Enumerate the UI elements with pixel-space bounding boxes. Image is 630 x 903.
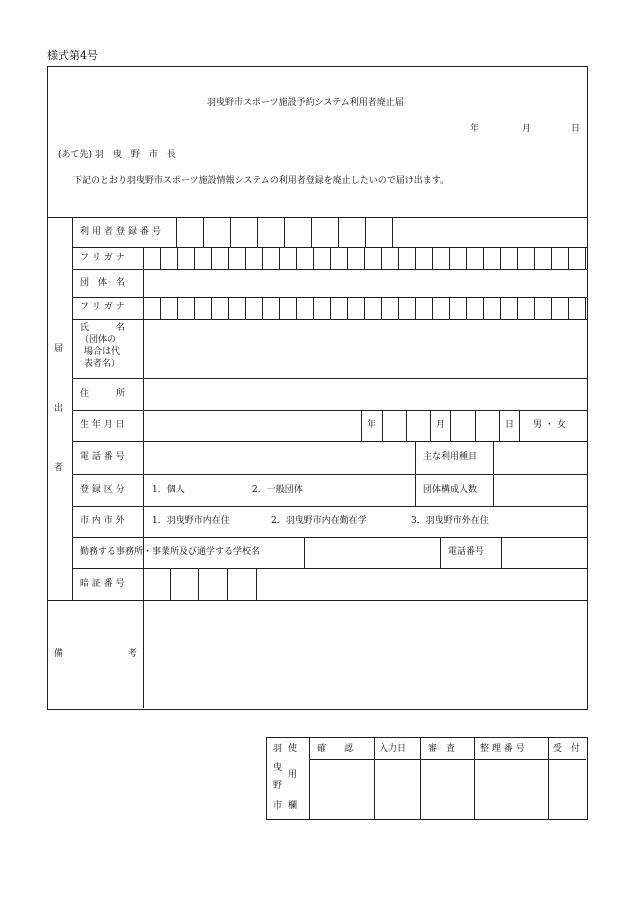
name-note: 表者名） — [84, 359, 121, 369]
furigana-cell-line — [347, 247, 348, 269]
furigana-cell-line — [313, 247, 314, 269]
name-label: 氏 名 — [80, 323, 126, 333]
phone-label: 電 話 番 号 — [80, 452, 125, 462]
statement: 下記のとおり羽曳野市スポーツ施設情報システムの利用者登録を廃止したいので届け出ます。 — [73, 176, 450, 186]
digit-line — [198, 568, 199, 600]
digit-line — [392, 217, 393, 247]
office-side-char: 市 — [273, 801, 283, 811]
col-line — [440, 537, 441, 568]
furigana-cell-line — [551, 297, 552, 319]
furigana-cell-line — [568, 297, 569, 319]
row-line — [72, 441, 587, 442]
col-line — [450, 410, 451, 441]
digit-line — [203, 217, 204, 247]
office-header-review: 審 査 — [428, 744, 456, 754]
row-line — [309, 759, 586, 760]
office-side-char: 野 — [273, 781, 283, 791]
side-label-char: 者 — [54, 463, 64, 473]
group-members-label: 団体構成人数 — [423, 485, 478, 495]
furigana-cell-line — [398, 297, 399, 319]
col-line — [176, 217, 177, 247]
furigana-cell-line — [245, 247, 246, 269]
furigana-cell-line — [194, 247, 195, 269]
digit-line — [256, 568, 257, 600]
furigana-cell-line — [534, 247, 535, 269]
furigana-cell-line — [296, 297, 297, 319]
furigana-cell-line — [313, 297, 314, 319]
digit-line — [365, 217, 366, 247]
form-title: 羽曳野市スポーツ施設予約システム利用者廃止届 — [207, 98, 404, 108]
furigana-cell-line — [160, 297, 161, 319]
row-line — [72, 319, 587, 320]
name-note: （団体の — [80, 335, 117, 345]
furigana-cell-line — [262, 297, 263, 319]
col-line — [309, 737, 310, 819]
furigana-cell-line — [177, 297, 178, 319]
office-side-char: 曳 — [273, 763, 283, 773]
furigana-cell-line — [585, 297, 586, 319]
furigana-cell-line — [415, 247, 416, 269]
furigana-cell-line — [279, 247, 280, 269]
furigana-cell-line — [364, 297, 365, 319]
in-out-city-label: 市 内 市 外 — [80, 516, 125, 526]
digit-line — [257, 217, 258, 247]
remarks-label-char: 考 — [128, 649, 138, 659]
row-line — [72, 568, 587, 569]
row-line — [72, 506, 587, 507]
furigana-cell-line — [347, 297, 348, 319]
city-option-outside[interactable]: 3．羽曳野市外在住 — [411, 516, 489, 526]
birth-month-label: 月 — [436, 420, 446, 430]
pin-label: 暗 証 番 号 — [80, 579, 125, 589]
reg-option-individual[interactable]: 1．個人 — [152, 485, 185, 495]
furigana-cell-line — [466, 297, 467, 319]
furigana-cell-line — [228, 247, 229, 269]
furigana-cell-line — [245, 297, 246, 319]
digit-line — [170, 568, 171, 600]
address-label: 住 所 — [80, 389, 126, 399]
digit-line — [227, 568, 228, 600]
furigana-cell-line — [381, 297, 382, 319]
col-line — [501, 537, 502, 568]
office-header-receipt: 受 付 — [553, 744, 581, 754]
row-line — [72, 537, 587, 538]
col-line — [143, 247, 144, 568]
date-month-label: 月 — [522, 124, 532, 134]
office-side-char: 用 — [288, 770, 298, 780]
digit-line — [338, 217, 339, 247]
office-header-input-date: 入力日 — [379, 744, 407, 754]
workplace-phone-label: 電話番号 — [448, 547, 485, 557]
addressee: (あて先) 羽 曳 野 市 長 — [58, 150, 176, 160]
form-number: 様式第4号 — [47, 49, 98, 62]
reg-class-label: 登 録 区 分 — [80, 485, 125, 495]
city-option-worker[interactable]: 2．羽曳野市内在勤在学 — [271, 516, 367, 526]
furigana-cell-line — [449, 247, 450, 269]
col-line — [361, 410, 362, 441]
office-side-char: 羽 — [273, 744, 283, 754]
group-name-label: 団 体 名 — [80, 278, 126, 288]
furigana-cell-line — [449, 297, 450, 319]
furigana-cell-line — [211, 247, 212, 269]
remarks-label-char: 備 — [54, 649, 64, 659]
furigana-cell-line — [415, 297, 416, 319]
furigana-cell-line — [228, 297, 229, 319]
col-line — [143, 600, 144, 708]
furigana-cell-line — [585, 247, 586, 269]
furigana-cell-line — [364, 247, 365, 269]
office-header-confirm: 確 認 — [317, 744, 354, 754]
col-line — [415, 474, 416, 506]
reg-option-group[interactable]: 2．一般団体 — [252, 485, 303, 495]
col-line — [374, 737, 375, 819]
furigana-label-1: フ リ ガ ナ — [80, 253, 125, 263]
col-line — [430, 410, 431, 441]
furigana-cell-line — [466, 247, 467, 269]
col-line — [143, 568, 144, 600]
row-line — [47, 600, 587, 601]
col-line — [499, 410, 500, 441]
birthdate-label: 生 年 月 日 — [80, 420, 125, 430]
col-line — [519, 410, 520, 441]
furigana-cell-line — [296, 247, 297, 269]
furigana-cell-line — [330, 247, 331, 269]
office-use-table — [266, 737, 588, 820]
col-line — [304, 537, 305, 568]
furigana-label-2: フ リ ガ ナ — [80, 302, 125, 312]
office-side-char: 使 — [288, 744, 298, 754]
furigana-cell-line — [500, 247, 501, 269]
col-line — [382, 410, 383, 441]
furigana-cell-line — [534, 297, 535, 319]
side-label-char: 出 — [54, 404, 64, 414]
furigana-cell-line — [279, 297, 280, 319]
furigana-cell-line — [568, 247, 569, 269]
city-option-resident[interactable]: 1．羽曳野市内在住 — [152, 516, 230, 526]
main-use-label: 主な利用種目 — [423, 452, 478, 462]
col-line — [72, 217, 73, 600]
furigana-cell-line — [194, 297, 195, 319]
furigana-cell-line — [432, 247, 433, 269]
side-label-char: 届 — [54, 344, 64, 354]
col-line — [475, 410, 476, 441]
furigana-cell-line — [500, 297, 501, 319]
user-reg-no-label: 利用者登録番号 — [80, 227, 165, 237]
birth-day-label: 日 — [505, 420, 515, 430]
row-line — [72, 378, 587, 379]
row-line — [72, 269, 587, 270]
workplace-label: 勤務する事務所・事業所及び通学する学校名 — [80, 547, 261, 557]
furigana-cell-line — [517, 297, 518, 319]
furigana-cell-line — [551, 247, 552, 269]
birth-year-label: 年 — [367, 420, 377, 430]
office-header-ref-no: 整 理 番 号 — [480, 744, 525, 754]
header-divider — [47, 217, 587, 218]
furigana-cell-line — [177, 247, 178, 269]
digit-line — [230, 217, 231, 247]
row-line — [72, 474, 587, 475]
furigana-cell-line — [483, 247, 484, 269]
furigana-cell-line — [330, 297, 331, 319]
furigana-cell-line — [432, 297, 433, 319]
furigana-cell-line — [381, 247, 382, 269]
digit-line — [284, 217, 285, 247]
date-year-label: 年 — [470, 124, 480, 134]
furigana-cell-line — [398, 247, 399, 269]
sex-options[interactable]: 男 ・ 女 — [533, 420, 566, 430]
col-line — [548, 737, 549, 819]
col-line — [493, 474, 494, 506]
col-line — [493, 441, 494, 474]
form-frame — [47, 66, 588, 710]
furigana-cell-line — [160, 247, 161, 269]
furigana-cell-line — [211, 297, 212, 319]
digit-line — [311, 217, 312, 247]
col-line — [474, 737, 475, 819]
col-line — [406, 410, 407, 441]
col-line — [415, 441, 416, 474]
furigana-cell-line — [262, 247, 263, 269]
date-day-label: 日 — [571, 124, 581, 134]
furigana-cell-line — [483, 297, 484, 319]
name-note: 場合は代 — [84, 347, 121, 357]
row-line — [72, 410, 587, 411]
office-side-char: 欄 — [288, 801, 298, 811]
col-line — [420, 737, 421, 819]
furigana-cell-line — [517, 247, 518, 269]
